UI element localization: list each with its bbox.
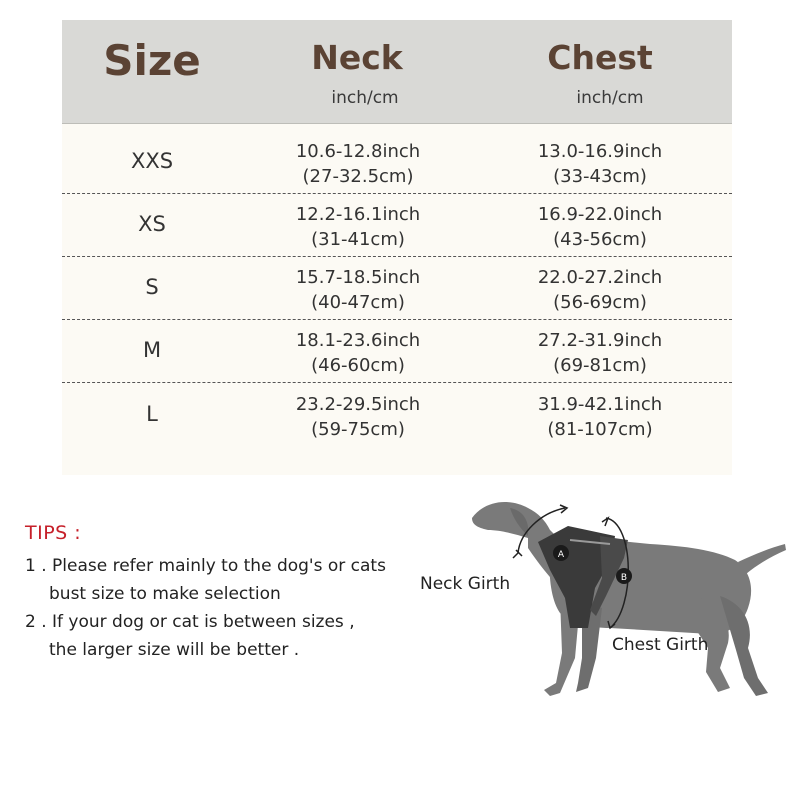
table-row [62, 194, 732, 257]
svg-text:B: B [620, 573, 628, 583]
neck-cm: (27-32.5cm) [302, 166, 414, 187]
neck-cell [248, 328, 468, 378]
chest-inch: 22.0-27.2inch [537, 267, 663, 288]
size-cell: XXS [130, 149, 174, 173]
header-size: Size [103, 36, 201, 85]
size-cell: M [142, 338, 162, 362]
neck-inch: 23.2-29.5inch [295, 394, 421, 415]
size-chart-table [62, 20, 732, 475]
chest-cm: (56-69cm) [553, 292, 647, 313]
table-row [62, 384, 732, 447]
dog-harness-illustration [410, 478, 790, 718]
neck-inch: 18.1-23.6inch [295, 330, 421, 351]
neck-girth-label: Neck Girth [420, 574, 511, 594]
neck-inch: 12.2-16.1inch [295, 204, 421, 225]
tips-title: TIPS : [25, 522, 82, 544]
chest-inch: 13.0-16.9inch [537, 141, 663, 162]
neck-cm: (40-47cm) [311, 292, 405, 313]
chest-cell [490, 392, 710, 442]
neck-inch: 10.6-12.8inch [295, 141, 421, 162]
size-cell: XS [138, 212, 166, 236]
dog-silhouette-icon [472, 502, 786, 696]
chest-cell [490, 139, 710, 189]
chest-cell [490, 202, 710, 252]
chest-cell [490, 265, 710, 315]
neck-cm: (31-41cm) [311, 229, 405, 250]
marker-a [553, 545, 569, 561]
svg-text:A: A [557, 550, 565, 560]
table-row [62, 257, 732, 320]
neck-cell [248, 202, 468, 252]
chest-girth-label: Chest Girth [612, 635, 709, 655]
neck-cell [248, 139, 468, 189]
size-cell: S [145, 275, 159, 299]
chest-inch: 31.9-42.1inch [537, 394, 663, 415]
header-neck-unit: inch/cm [331, 88, 399, 108]
chest-inch: 16.9-22.0inch [537, 204, 663, 225]
neck-inch: 15.7-18.5inch [295, 267, 421, 288]
tip-1-line-1: 1 . Please refer mainly to the dog's or cats [25, 556, 386, 576]
tips-section [25, 522, 415, 664]
header-chest: Chest [547, 38, 653, 77]
tips-list [25, 552, 415, 664]
chest-cm: (69-81cm) [553, 355, 647, 376]
chest-cell [490, 328, 710, 378]
neck-cm: (46-60cm) [311, 355, 405, 376]
table-row [62, 131, 732, 194]
neck-cell [248, 392, 468, 442]
tip-2-line-2: the larger size will be better . [49, 640, 300, 660]
neck-cell [248, 265, 468, 315]
marker-b [616, 568, 632, 584]
chest-cm: (43-56cm) [553, 229, 647, 250]
tip-2-line-1: 2 . If your dog or cat is between sizes , [25, 612, 355, 632]
chest-inch: 27.2-31.9inch [537, 330, 663, 351]
tip-1-line-2: bust size to make selection [49, 584, 281, 604]
neck-cm: (59-75cm) [311, 419, 405, 440]
header-neck: Neck [311, 38, 403, 77]
header-chest-unit: inch/cm [576, 88, 644, 108]
chest-cm: (81-107cm) [547, 419, 653, 440]
chest-cm: (33-43cm) [553, 166, 647, 187]
table-header [62, 20, 732, 124]
table-row [62, 320, 732, 383]
size-cell: L [146, 402, 158, 426]
